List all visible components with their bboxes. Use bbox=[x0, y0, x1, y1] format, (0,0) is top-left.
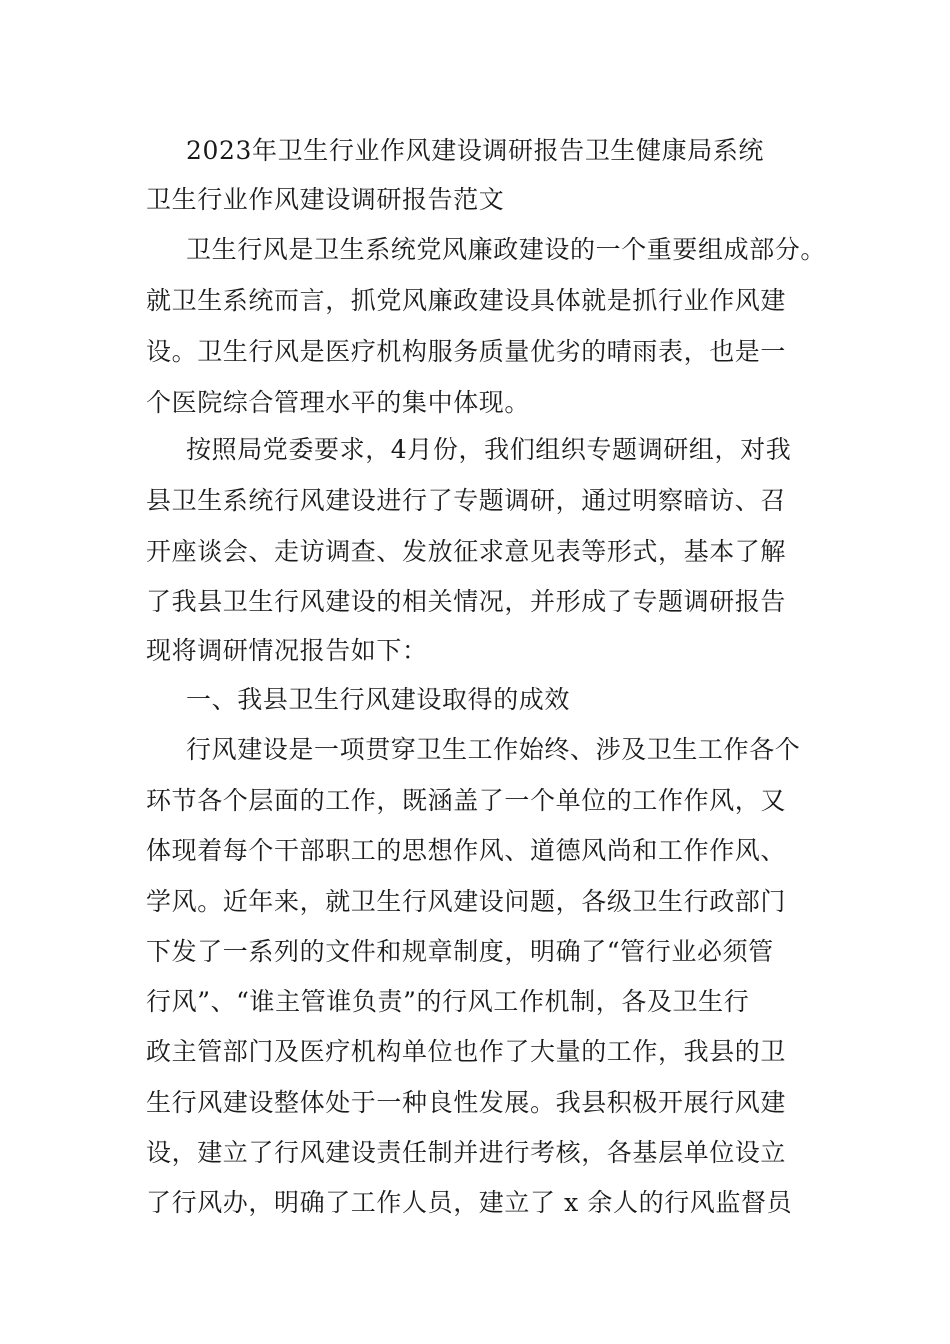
paragraph-line: 体现着每个干部职工的思想作风、道德风尚和工作作风、 bbox=[146, 836, 787, 865]
paragraph-line: 按照局党委要求，4月份，我们组织专题调研组，对我 bbox=[186, 435, 792, 464]
paragraph-line: 生行风建设整体处于一种良性发展。我县积极开展行风建 bbox=[146, 1088, 787, 1117]
paragraph-line: 学风。近年来，就卫生行风建设问题，各级卫生行政部门 bbox=[146, 887, 787, 916]
paragraph-line: 环节各个层面的工作，既涵盖了一个单位的工作作风，又 bbox=[146, 786, 787, 815]
paragraph-line: 个医院综合管理水平的集中体现。 bbox=[146, 388, 531, 417]
paragraph-line: 行风建设是一项贯穿卫生工作始终、涉及卫生工作各个 bbox=[186, 735, 801, 764]
paragraph-line: 政主管部门及医疗机构单位也作了大量的工作，我县的卫 bbox=[146, 1037, 787, 1066]
paragraph-line: 县卫生系统行风建设进行了专题调研，通过明察暗访、召 bbox=[146, 486, 787, 515]
paragraph-line: 行风”、“谁主管谁负责”的行风工作机制，各及卫生行 bbox=[146, 987, 750, 1016]
paragraph-line: 现将调研情况报告如下： bbox=[146, 636, 428, 665]
paragraph-line: 就卫生系统而言，抓党风廉政建设具体就是抓行业作风建 bbox=[146, 286, 787, 315]
paragraph-line: 设。卫生行风是医疗机构服务质量优劣的晴雨表，也是一 bbox=[146, 337, 787, 366]
paragraph-line: 下发了一系列的文件和规章制度，明确了“管行业必须管 bbox=[146, 937, 774, 966]
paragraph-line: 卫生行风是卫生系统党风廉政建设的一个重要组成部分。 bbox=[186, 235, 827, 264]
paragraph-line: 设，建立了行风建设责任制并进行考核，各基层单位设立 bbox=[146, 1138, 787, 1167]
section-heading: 一、我县卫生行风建设取得的成效 bbox=[186, 685, 571, 714]
paragraph-line: 了我县卫生行风建设的相关情况，并形成了专题调研报告 bbox=[146, 587, 787, 616]
paragraph-line: 开座谈会、走访调查、发放征求意见表等形式，基本了解 bbox=[146, 537, 787, 566]
document-subtitle: 卫生行业作风建设调研报告范文 bbox=[146, 185, 505, 214]
document-title: 2023年卫生行业作风建设调研报告卫生健康局系统 bbox=[186, 136, 765, 165]
paragraph-line: 了行风办，明确了工作人员，建立了 x 余人的行风监督员 bbox=[146, 1188, 793, 1217]
